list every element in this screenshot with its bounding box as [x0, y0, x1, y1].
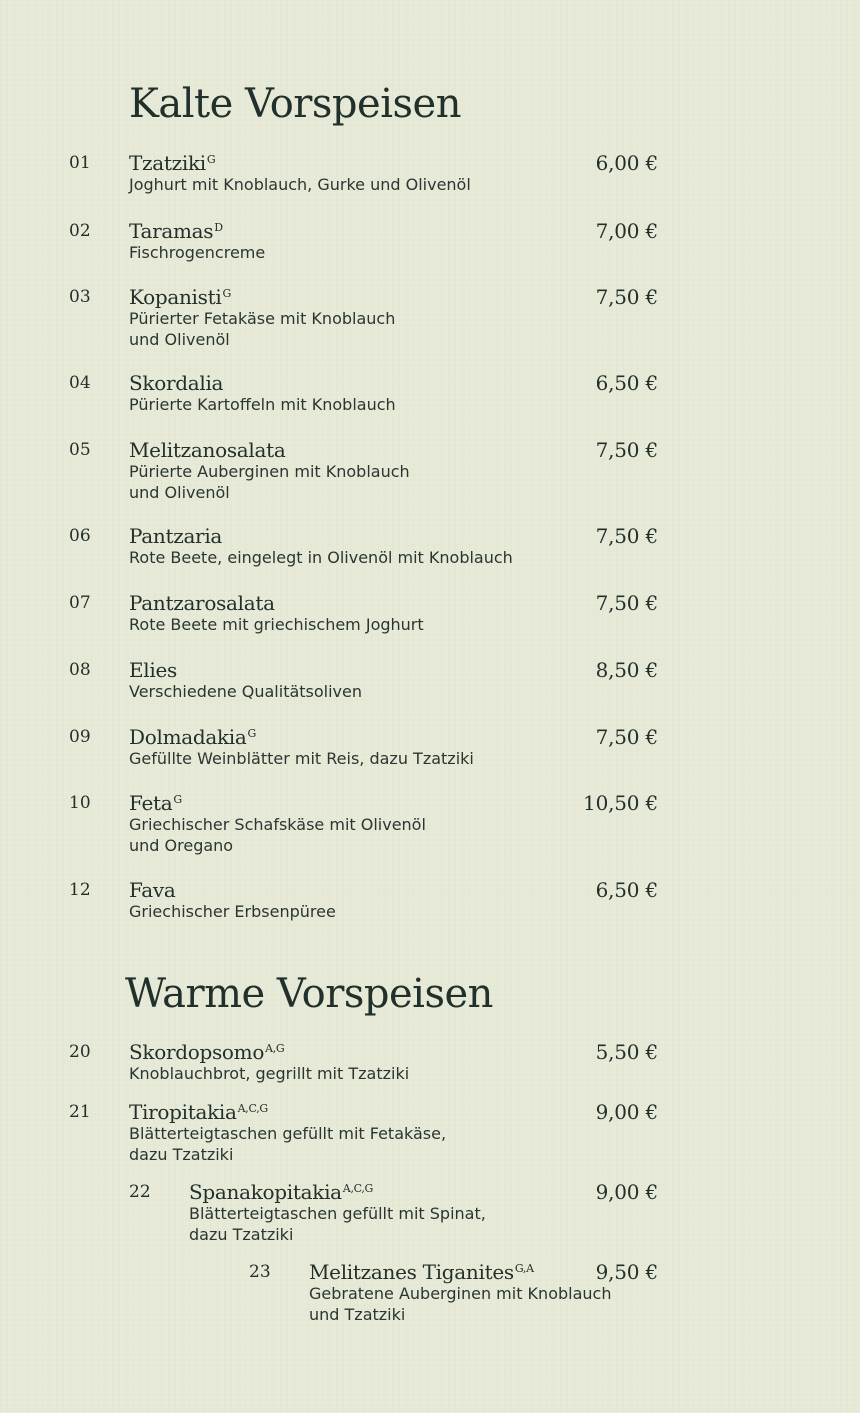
- item-price: 7,50 €: [595, 285, 658, 309]
- allergen-codes: G: [206, 153, 216, 166]
- item-price: 7,50 €: [595, 438, 658, 462]
- item-description-line: Gebratene Auberginen mit Knoblauch: [309, 1284, 612, 1303]
- item-name: Pantzarosalata: [129, 591, 275, 615]
- allergen-codes: G,A: [514, 1262, 534, 1275]
- item-description: [129, 308, 395, 350]
- item-price: 9,00 €: [595, 1100, 658, 1124]
- item-name-line: [129, 286, 231, 308]
- item-name-line: [129, 659, 177, 681]
- item-description: [129, 1123, 446, 1165]
- item-description-line: Blätterteigtaschen gefüllt mit Spinat,: [189, 1204, 486, 1223]
- item-number: 20: [69, 1042, 91, 1062]
- item-number: 08: [69, 660, 91, 680]
- item-description: [129, 681, 362, 702]
- item-description: [129, 394, 396, 415]
- item-description: [189, 1203, 486, 1245]
- item-number: 10: [69, 793, 91, 813]
- item-name-line: [129, 1041, 284, 1063]
- section-title-warm: Warme Vorspeisen: [125, 971, 493, 1017]
- item-description-line: Verschiedene Qualitätsoliven: [129, 682, 363, 701]
- item-price: 7,50 €: [595, 591, 658, 615]
- item-description-line: und Tzatziki: [309, 1305, 406, 1324]
- item-description-line: Griechischer Erbsenpüree: [129, 902, 336, 921]
- item-number: 05: [69, 440, 91, 460]
- section-title-cold: Kalte Vorspeisen: [129, 81, 461, 127]
- item-description-line: Pürierter Fetakäse mit Knoblauch: [129, 309, 396, 328]
- item-description-line: dazu Tzatziki: [189, 1225, 294, 1244]
- allergen-codes: D: [214, 221, 223, 234]
- item-name-line: [129, 439, 286, 461]
- item-description-line: Gefüllte Weinblätter mit Reis, dazu Tzatziki: [129, 749, 474, 768]
- item-name: Kopanisti: [129, 285, 222, 309]
- item-price: 9,50 €: [595, 1260, 658, 1284]
- item-description: [309, 1283, 611, 1325]
- item-description-line: Knoblauchbrot, gegrillt mit Tzatziki: [129, 1064, 410, 1083]
- item-name: Tzatziki: [129, 151, 206, 175]
- item-description-line: Rote Beete mit griechischem Joghurt: [129, 615, 424, 634]
- item-description: [129, 1063, 409, 1084]
- item-price: 6,50 €: [595, 371, 658, 395]
- item-description-line: Griechischer Schafskäse mit Olivenöl: [129, 815, 426, 834]
- item-price: 9,00 €: [595, 1180, 658, 1204]
- item-name-line: [129, 525, 222, 547]
- item-name: Elies: [129, 658, 177, 682]
- item-price: 10,50 €: [583, 791, 658, 815]
- item-description-line: Blätterteigtaschen gefüllt mit Fetakäse,: [129, 1124, 447, 1143]
- item-name: Melitzanosalata: [129, 438, 286, 462]
- item-name-line: [129, 372, 223, 394]
- item-description: [129, 748, 474, 769]
- item-number: 21: [69, 1102, 91, 1122]
- allergen-codes: A,C,G: [342, 1182, 374, 1195]
- allergen-codes: G: [173, 793, 182, 806]
- item-description: [129, 461, 410, 503]
- allergen-codes: A,C,G: [237, 1102, 268, 1115]
- item-description-line: Rote Beete, eingelegt in Olivenöl mit Knoblauch: [129, 548, 513, 567]
- item-description-line: Joghurt mit Knoblauch, Gurke und Olivenöl: [129, 175, 471, 194]
- item-price: 6,50 €: [595, 878, 658, 902]
- item-number: 01: [69, 153, 91, 173]
- item-price: 7,00 €: [595, 219, 658, 243]
- item-description: [129, 174, 471, 195]
- item-name-line: [189, 1181, 373, 1203]
- item-name-line: [129, 1101, 268, 1123]
- item-description-line: dazu Tzatziki: [129, 1145, 234, 1164]
- item-name-line: [129, 879, 175, 901]
- item-name-line: [129, 792, 182, 814]
- item-number: 04: [69, 373, 91, 393]
- item-name: Skordalia: [129, 371, 224, 395]
- item-name: Taramas: [129, 219, 214, 243]
- item-number: 03: [69, 287, 91, 307]
- item-name: Spanakopitakia: [189, 1180, 342, 1204]
- item-description: [129, 901, 336, 922]
- item-description-line: Pürierte Kartoffeln mit Knoblauch: [129, 395, 396, 414]
- item-description-line: und Oregano: [129, 836, 234, 855]
- item-description-line: Fischrogencreme: [129, 243, 266, 262]
- item-number: 12: [69, 880, 91, 900]
- item-name: Feta: [129, 791, 173, 815]
- item-name-line: [309, 1261, 534, 1283]
- item-description-line: und Olivenöl: [129, 330, 230, 349]
- item-number: 06: [69, 526, 91, 546]
- item-description: [129, 242, 265, 263]
- item-price: 8,50 €: [595, 658, 658, 682]
- item-name: Fava: [129, 878, 176, 902]
- item-number: 02: [69, 221, 91, 241]
- item-name-line: [129, 220, 223, 242]
- item-price: 5,50 €: [595, 1040, 658, 1064]
- item-number: 23: [249, 1262, 271, 1282]
- item-number: 22: [129, 1182, 151, 1202]
- item-name: Melitzanes Tiganites: [309, 1260, 514, 1284]
- item-description-line: und Olivenöl: [129, 483, 230, 502]
- item-description: [129, 814, 426, 856]
- item-price: 7,50 €: [595, 524, 658, 548]
- item-name-line: [129, 152, 215, 174]
- item-name: Pantzaria: [129, 524, 223, 548]
- allergen-codes: G: [222, 287, 231, 300]
- item-name: Dolmadakia: [129, 725, 247, 749]
- item-name: Skordopsomo: [129, 1040, 265, 1064]
- item-description: [129, 614, 424, 635]
- item-description: [129, 547, 513, 568]
- item-name-line: [129, 726, 256, 748]
- item-description-line: Pürierte Auberginen mit Knoblauch: [129, 462, 410, 481]
- item-number: 07: [69, 593, 91, 613]
- item-name-line: [129, 592, 275, 614]
- item-price: 7,50 €: [595, 725, 658, 749]
- item-number: 09: [69, 727, 91, 747]
- item-price: 6,00 €: [595, 151, 658, 175]
- allergen-codes: G: [247, 727, 257, 740]
- item-name: Tiropitakia: [129, 1100, 237, 1124]
- allergen-codes: A,G: [265, 1042, 285, 1055]
